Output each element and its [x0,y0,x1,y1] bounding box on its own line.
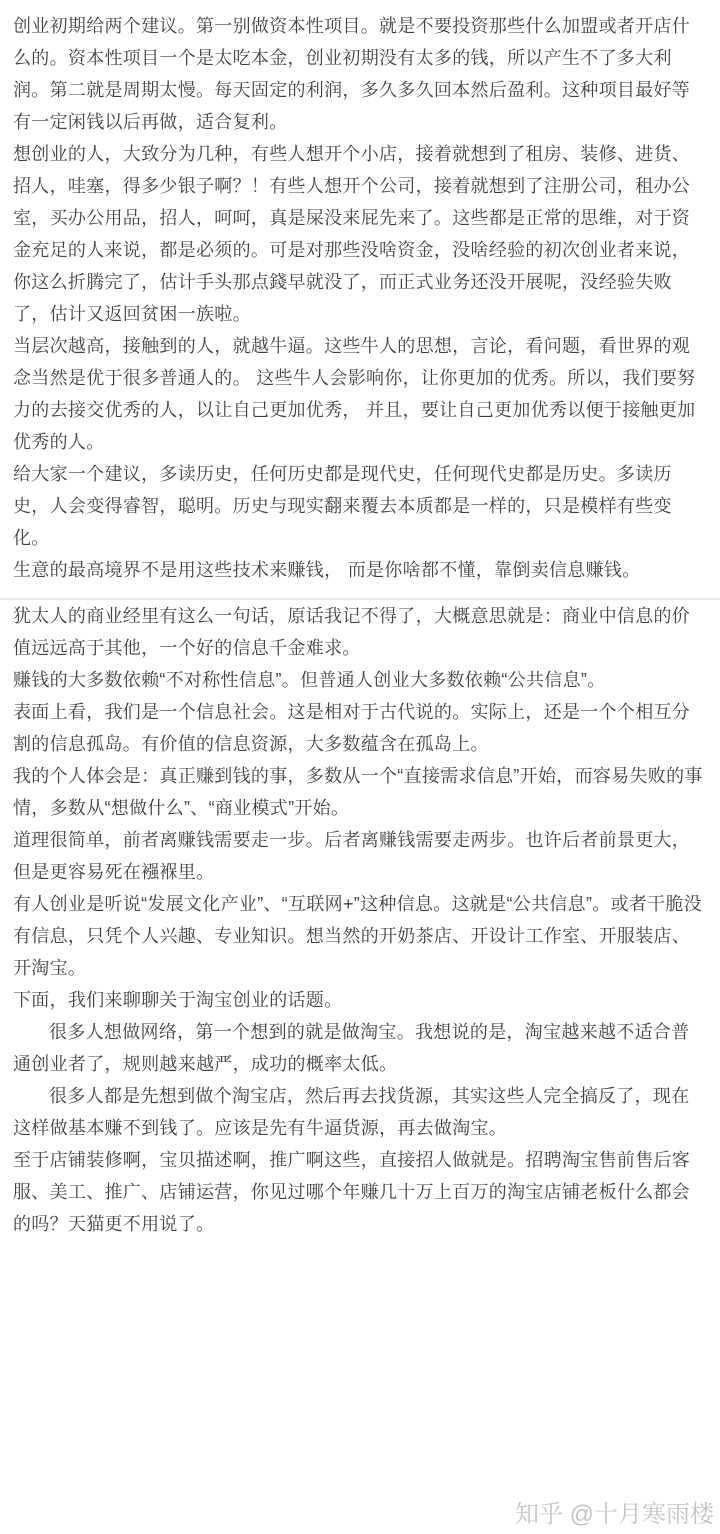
paragraph-higher-circles: 当层次越高，接触到的人，就越牛逼。这些牛人的思想，言论，看问题，看世界的观念当然是优于很多普通人的。 这些牛人会影响你，让你更加的优秀。所以，我们要努力的去接交优秀的人，以让自己更加优秀， 并且，要让自己更加优秀以便于接触更加优秀的人。 [13,336,696,452]
paragraph-info-islands: 表面上看，我们是一个信息社会。这是相对于古代说的。实际上，还是一个个相互分割的信息孤岛。有价值的信息资源，大多数蕴含在孤岛上。 [13,702,691,754]
paragraph-founder-types: 想创业的人，大致分为几种，有些人想开个小店，接着就想到了租房、装修、进货、招人，哇塞，得多少银子啊？！有些人想开个公司，接着就想到了注册公司，租办公室，买办公用品，招人，呵呵，真是屎没来屁先来了。这些都是正常的思维，对于资金充足的人来说，都是必须的。可是对那些没啥资金，没啥经验的初次创业者来说，你这么折腾完了，估计手头那点錢早就没了，而正式业务还没开展呢，没经验失败了，估计又返回贫困一族啦。 [13,144,691,324]
paragraph-taobao-not-fit: 很多人想做网络，第一个想到的就是做淘宝。我想说的是，淘宝越来越不适合普通创业者了，规则越来越严，成功的概率太低。 [13,1022,690,1074]
zhihu-watermark: 知乎 @十月寒雨楼 [514,1501,714,1528]
paragraph-advice-capital: 创业初期给两个建议。第一别做资本性项目。就是不要投资那些什么加盟或者开店什么的。资本性项目一个是太吃本金，创业初期没有太多的钱，所以产生不了多大利润。第二就是周期太慢。每天固定的利润，多久多久回本然后盈利。这种项目最好等有一定闲钱以后再做，适合复利。 [13,16,691,132]
paragraph-asymmetric-info: 赚钱的大多数依赖“不对称性信息”。但普通人创业大多数依赖“公共信息”。 [13,670,606,690]
paragraph-personal-experience: 我的个人体会是：真正赚到钱的事，多数从一个“直接需求信息”开始，而容易失败的事情，多数从“想做什么”、“商业模式”开始。 [13,766,703,818]
paragraph-jewish-proverb: 犹太人的商业经里有这么一句话，原话我记不得了，大概意思就是：商业中信息的价值远远高于其他，一个好的信息千金难求。 [13,606,691,658]
paragraph-read-history: 给大家一个建议，多读历史，任何历史都是现代史，任何现代史都是历史。多读历史，人会变得睿智，聪明。历史与现实翻来覆去本质都是一样的，只是模样有些变化。 [13,464,672,548]
paragraph-taobao-topic-intro: 下面，我们来聊聊关于淘宝创业的话题。 [13,990,343,1010]
paragraph-one-step-two-steps: 道理很简单，前者离赚钱需要走一步。后者离赚钱需要走两步。也许后者前景更大，但是更容易死在襁褓里。 [13,830,691,882]
paragraph-public-info-example: 有人创业是听说“发展文化产业”、“互联网+”这种信息。这就是“公共信息”。或者干脆没有信息，只凭个人兴趣、专业知识。想当然的开奶茶店、开设计工作室、开服装店、开淘宝。 [13,894,703,978]
paragraph-business-realm: 生意的最高境界不是用这些技术来赚钱， 而是你啥都不懂，靠倒卖信息赚钱。 [13,560,641,580]
paragraph-supply-first: 很多人都是先想到做个淘宝店，然后再去找货源，其实这些人完全搞反了，现在这样做基本赚不到钱了。应该是先有牛逼货源，再去做淘宝。 [13,1086,690,1138]
paragraph-hire-people: 至于店铺装修啊，宝贝描述啊，推广啊这些，直接招人做就是。招聘淘宝售前售后客服、美工、推广、店铺运营，你见过哪个年赚几十万上百万的淘宝店铺老板什么都会的吗？天猫更不用说了。 [13,1150,691,1234]
